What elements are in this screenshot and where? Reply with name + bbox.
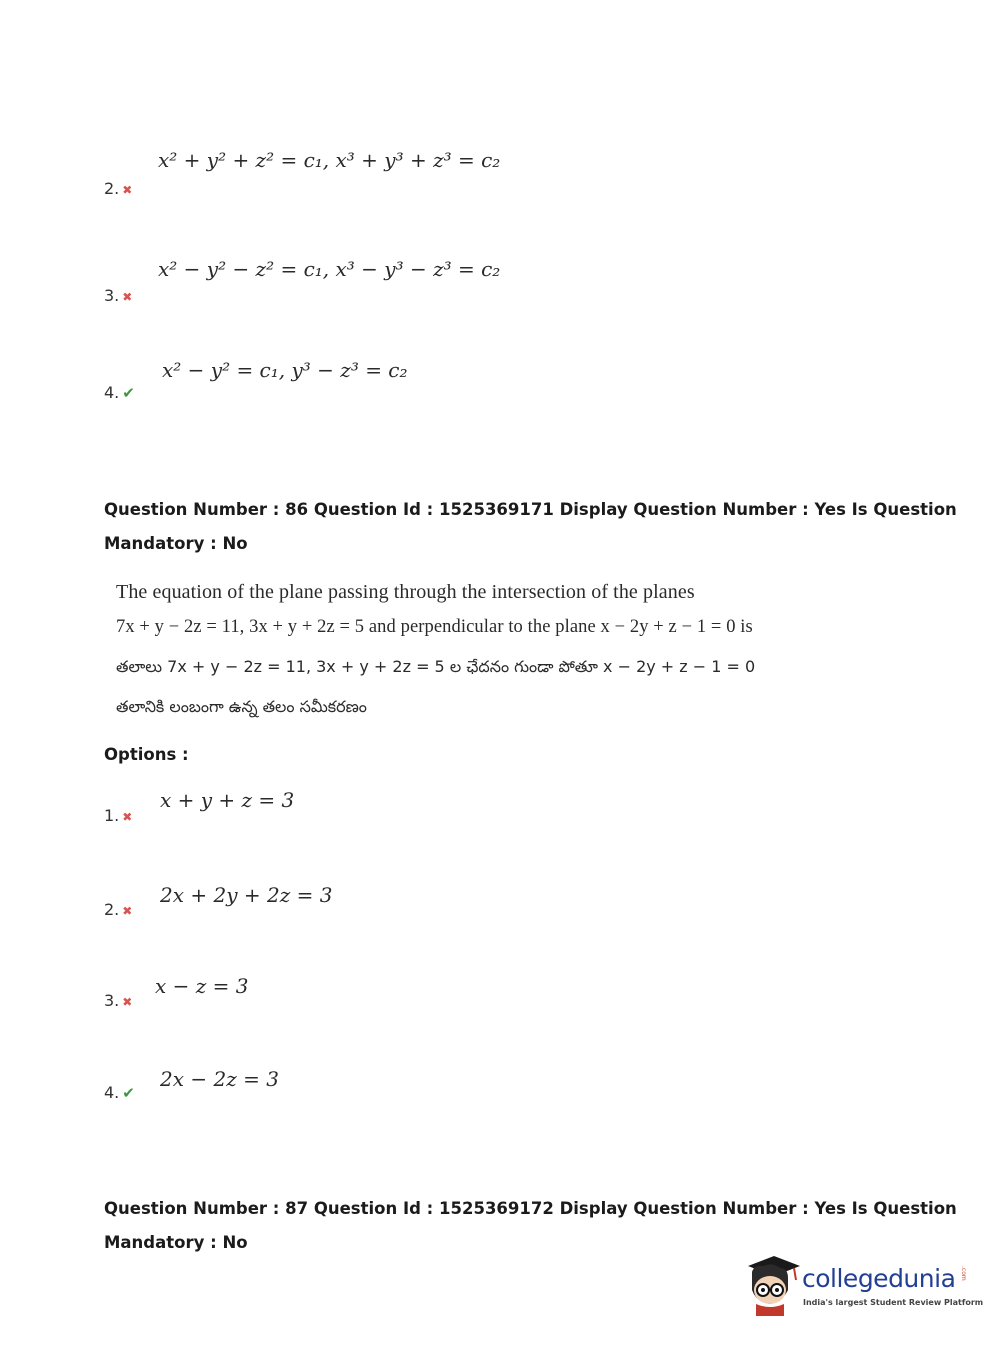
prev-option-2 [104,179,132,198]
correct-mark-icon: ✔ [122,1084,135,1102]
q86-header-line2: Mandatory : No [104,534,248,553]
option-number: 4. [104,1083,120,1102]
q86-option-3-equation: x − z = 3 [155,974,249,998]
q86-option-2-equation: 2x + 2y + 2z = 3 [160,883,333,907]
option-number: 4. [104,383,120,402]
wrong-mark-icon: ✖ [122,995,133,1009]
option-number: 2. [104,179,120,198]
q86-option-1-equation: x + y + z = 3 [160,788,295,812]
q86-text-en-line1: The equation of the plane passing through the intersection of the planes [116,581,695,603]
prev-option-2-equation: x² + y² + z² = c₁, x³ + y³ + z³ = c₂ [158,148,501,172]
option-number: 3. [104,286,120,305]
q87-header-line2: Mandatory : No [104,1233,248,1252]
option-number: 2. [104,900,120,919]
q86-header-line1: Question Number : 86 Question Id : 1525369171 Display Question Number : Yes Is Question [104,500,957,519]
prev-option-4-equation: x² − y² = c₁, y³ − z³ = c₂ [162,358,408,382]
option-number: 1. [104,806,120,825]
q86-text-te-line1: తలాలు 7x + y − 2z = 11, 3x + y + 2z = 5 ల ఛేదనం గుండా పోతూ x − 2y + z − 1 = 0 [116,657,756,676]
wrong-mark-icon: ✖ [122,290,133,304]
collegedunia-logo [742,1250,984,1318]
q86-option-1 [104,806,132,825]
prev-option-4 [104,383,135,402]
option-number: 3. [104,991,120,1010]
prev-option-3-equation: x² − y² − z² = c₁, x³ − y³ − z³ = c₂ [158,257,501,281]
logo-name: collegedunia [802,1264,956,1293]
prev-option-3 [104,286,132,305]
options-label: Options : [104,745,189,764]
logo-suffix: .com [960,1266,967,1281]
q86-text-te-line2: తలానికి లంబంగా ఉన్న తలం సమీకరణం [116,697,367,716]
q87-header-line1: Question Number : 87 Question Id : 1525369172 Display Question Number : Yes Is Question [104,1199,957,1218]
q86-option-4 [104,1083,135,1102]
mascot-icon [742,1250,802,1316]
wrong-mark-icon: ✖ [122,183,133,197]
q86-option-4-equation: 2x − 2z = 3 [160,1067,279,1091]
q86-text-en-line2: 7x + y − 2z = 11, 3x + y + 2z = 5 and perpendicular to the plane x − 2y + z − 1 = 0 is [116,617,753,637]
q86-option-3 [104,991,132,1010]
q86-option-2 [104,900,132,919]
wrong-mark-icon: ✖ [122,810,133,824]
correct-mark-icon: ✔ [122,384,135,402]
wrong-mark-icon: ✖ [122,904,133,918]
logo-tagline: India's largest Student Review Platform [803,1298,984,1307]
